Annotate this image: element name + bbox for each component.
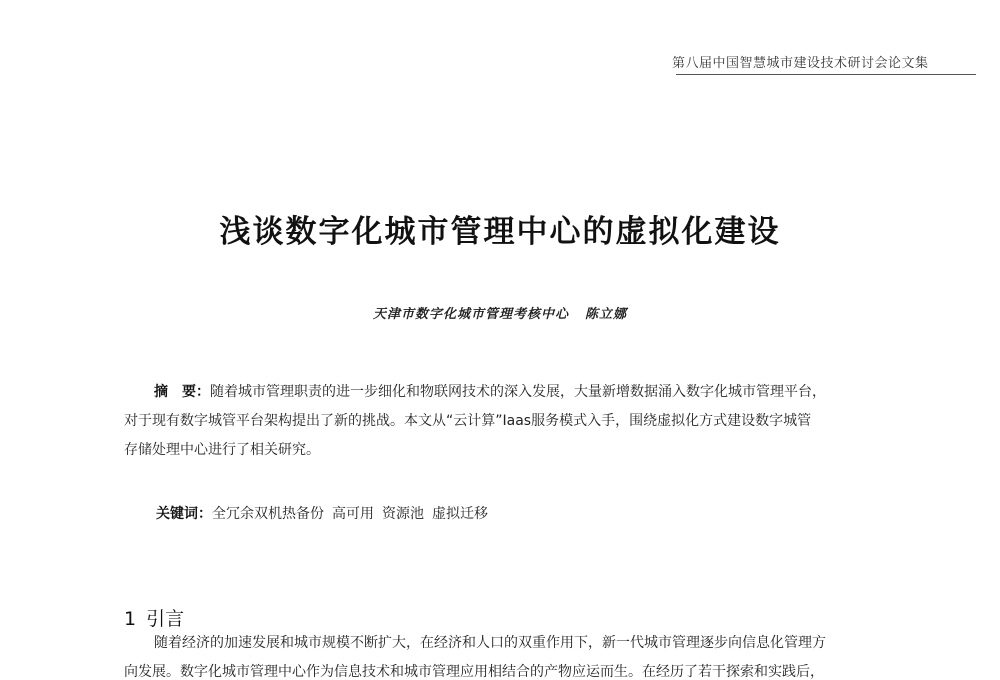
abstract [124, 378, 890, 465]
abstract-line [124, 378, 890, 407]
abstract-line: 对于现有数字城管平台架构提出了新的挑战。本文从“云计算”Iaas服务模式入手，围绕虚拟化方式建设数字城管 [124, 413, 812, 429]
section-body [124, 629, 894, 680]
keywords [156, 503, 496, 523]
author-affiliation [0, 303, 1000, 322]
paper-title: 浅谈数字化城市管理中心的虚拟化建设 [219, 214, 781, 250]
abstract-text: 随着城市管理职责的进一步细化和物联网技术的深入发展，大量新增数据涌入数字化城市管理平台， [210, 384, 826, 400]
running-header: 第八届中国智慧城市建设技术研讨会论文集 [672, 56, 929, 71]
keyword: 虚拟迁移 [432, 506, 488, 522]
abstract-label: 摘 要： [154, 384, 210, 400]
header-rule [676, 74, 976, 75]
keyword: 资源池 [382, 506, 424, 522]
section-heading [124, 604, 184, 631]
organization: 天津市数字化城市管理考核中心 [372, 307, 569, 322]
keyword: 全冗余双机热备份 [212, 506, 324, 522]
abstract-line: 存储处理中心进行了相关研究。 [124, 442, 320, 458]
section-title: 引言 [146, 608, 185, 630]
body-line: 随着经济的加速发展和城市规模不断扩大，在经济和人口的双重作用下，新一代城市管理逐步向信息化管理方 [154, 635, 826, 651]
keyword: 高可用 [332, 506, 374, 522]
section-number: 1 [124, 608, 137, 630]
author-name: 陈立娜 [585, 307, 628, 322]
body-line: 向发展。数字化城市管理中心作为信息技术和城市管理应用相结合的产物应运而生。在经历了若干探索和实践后， [124, 664, 824, 680]
keywords-label: 关键词： [156, 506, 212, 522]
